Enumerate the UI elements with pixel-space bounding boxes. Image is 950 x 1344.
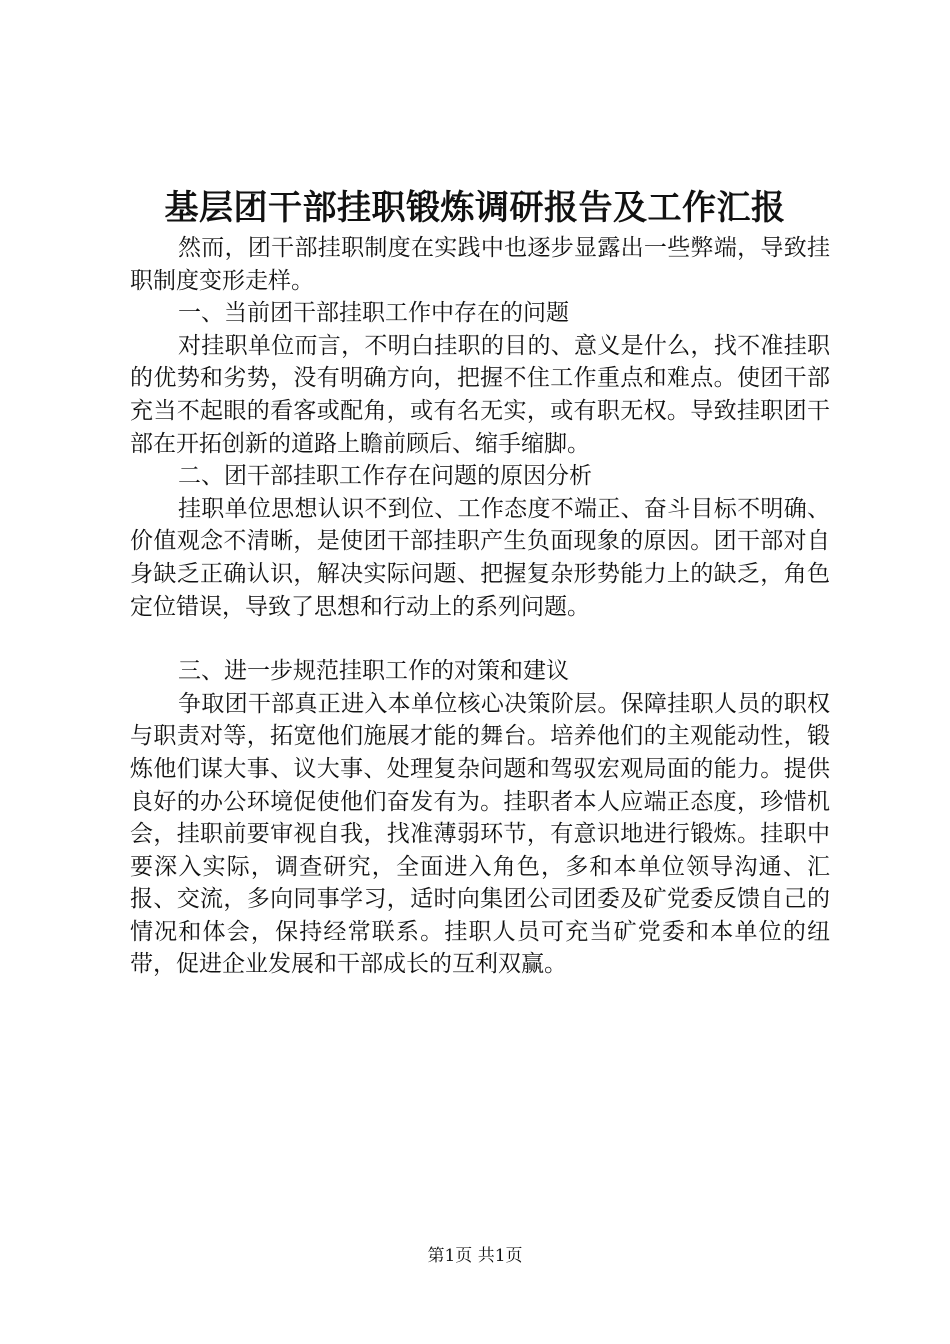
paragraph-intro: 然而，团干部挂职制度在实践中也逐步显露出一些弊端，导致挂职制度变形走样。 bbox=[130, 235, 830, 294]
blank-line bbox=[130, 623, 830, 655]
paragraph-causes: 挂职单位思想认识不到位、工作态度不端正、奋斗目标不明确、价值观念不清晰，是使团干部挂职产生负面现象的原因。团干部对自身缺乏正确认识，解决实际问题、把握复杂形势能力上的缺乏，角色定位错误，导致了思想和行动上的系列问题。 bbox=[130, 495, 830, 620]
section-heading-3: 三、进一步规范挂职工作的对策和建议 bbox=[178, 658, 569, 685]
document-title: 基层团干部挂职锻炼调研报告及工作汇报 bbox=[164, 188, 786, 228]
page-footer: 第1页 共1页 bbox=[427, 1246, 523, 1266]
section-heading-1: 一、当前团干部挂职工作中存在的问题 bbox=[178, 300, 569, 327]
document-body bbox=[130, 232, 830, 981]
paragraph-suggestions: 争取团干部真正进入本单位核心决策阶层。保障挂职人员的职权与职责对等，拓宽他们施展才能的舞台。培养他们的主观能动性，锻炼他们谋大事、议大事、处理复杂问题和驾驭宏观局面的能力。提供良好的办公环境促使他们奋发有为。挂职者本人应端正态度，珍惜机会，挂职前要审视自我，找准薄弱环节，有意识地进行锻炼。挂职中要深入实际，调查研究，全面进入角色，多和本单位领导沟通、汇报、交流，多向同事学习，适时向集团公司团委及矿党委反馈自己的情况和体会，保持经常联系。挂职人员可充当矿党委和本单位的纽带，促进企业发展和干部成长的互利双赢。 bbox=[130, 690, 830, 978]
paragraph-problems: 对挂职单位而言，不明白挂职的目的、意义是什么，找不准挂职的优势和劣势，没有明确方向，把握不住工作重点和难点。使团干部充当不起眼的看客或配角，或有名无实，或有职无权。导致挂职团干部在开拓创新的道路上瞻前顾后、缩手缩脚。 bbox=[130, 332, 830, 457]
section-heading-2: 二、团干部挂职工作存在问题的原因分析 bbox=[178, 463, 592, 490]
